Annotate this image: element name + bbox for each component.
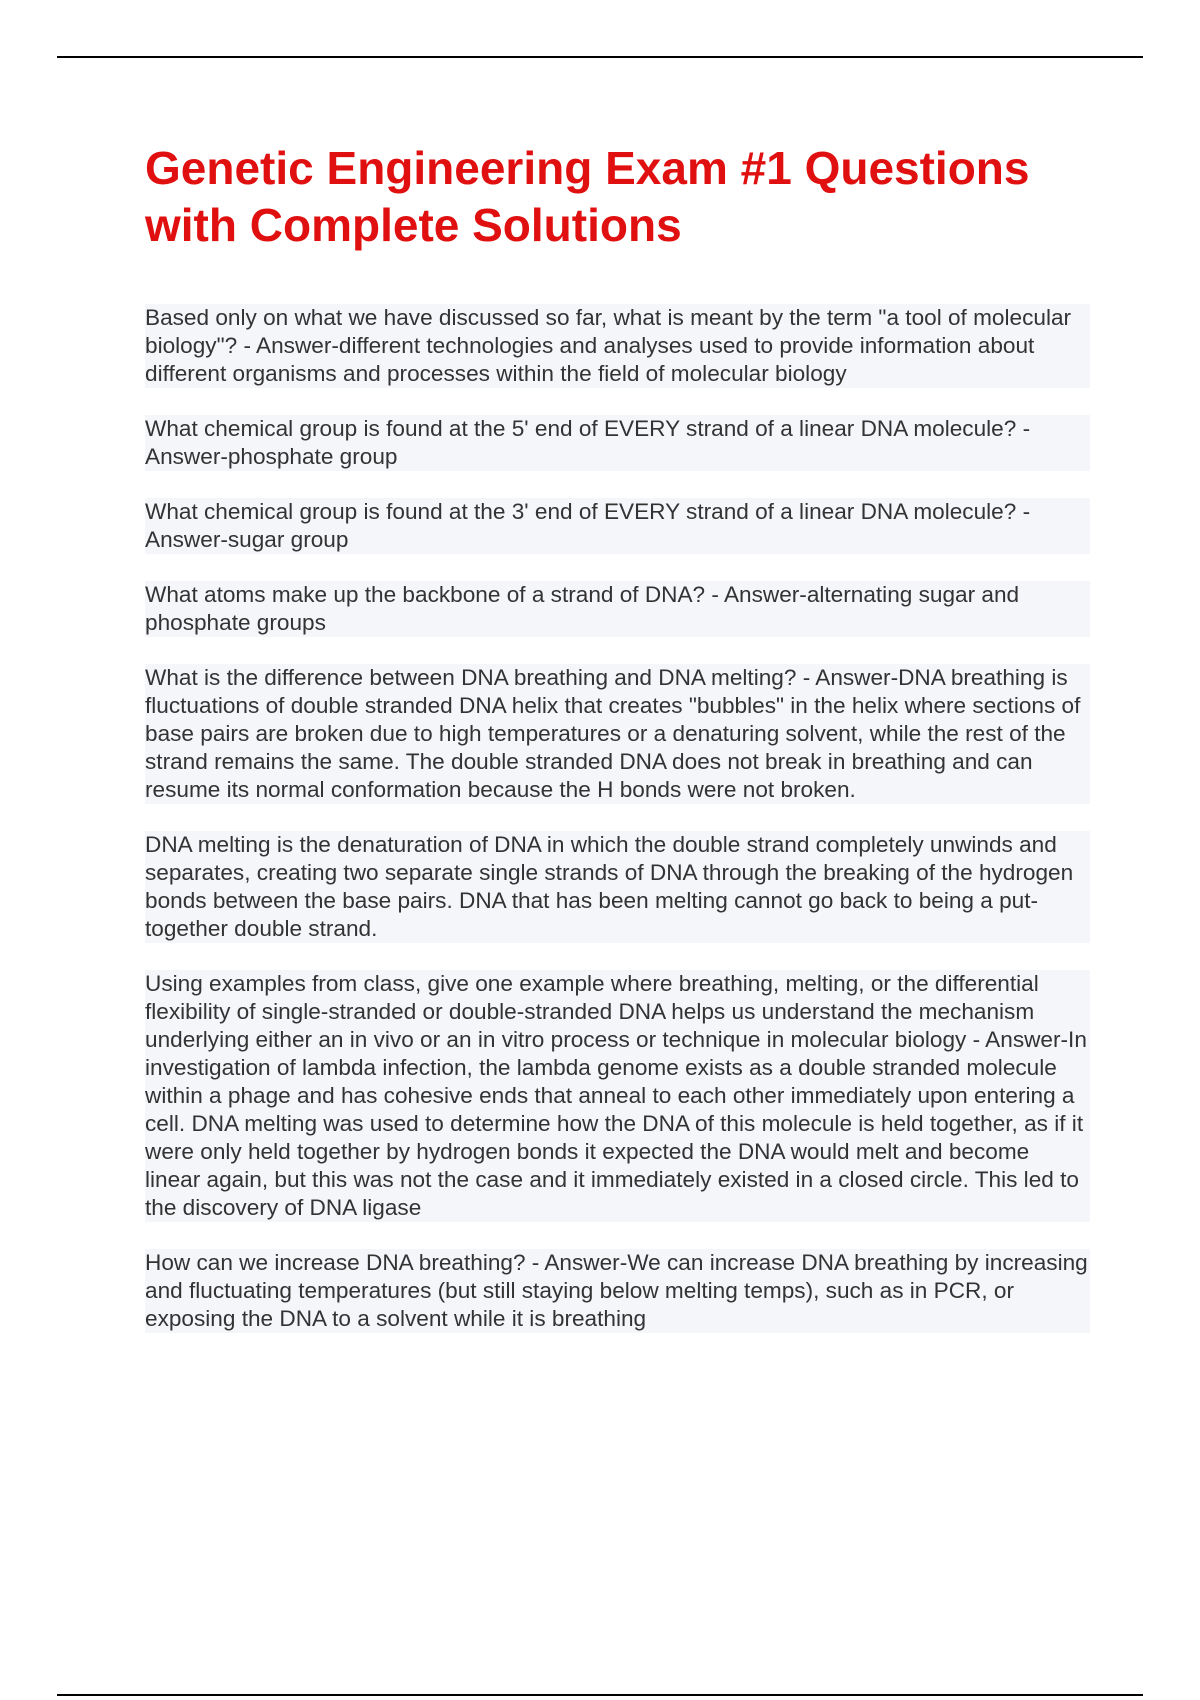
qa-paragraph-dna-melting: DNA melting is the denaturation of DNA in which the double strand completely unwinds and separates, creating two separate single strands of DNA through the breaking of the hydrogen bonds between the base pairs. DNA that has been melting cannot go back to being a put-together double strand.	[145, 831, 1090, 943]
qa-paragraph-tool-of-molecular-biology: Based only on what we have discussed so far, what is meant by the term "a tool of molecular biology"? - Answer-different technologies and analyses used to provide information about different organisms and processes within the field of molecular biology	[145, 304, 1090, 388]
document-title: Genetic Engineering Exam #1 Questions with Complete Solutions	[145, 142, 1030, 251]
bottom-rule	[57, 1694, 1143, 1696]
qa-paragraph-backbone-atoms: What atoms make up the backbone of a strand of DNA? - Answer-alternating sugar and phosphate groups	[145, 581, 1090, 637]
top-rule	[57, 56, 1143, 58]
qa-list	[145, 304, 1090, 1333]
qa-paragraph-breathing-vs-melting: What is the difference between DNA breathing and DNA melting? - Answer-DNA breathing is fluctuations of double stranded DNA helix that creates "bubbles" in the helix where sections of base pairs are broken due to high temperatures or a denaturing solvent, while the rest of the strand remains the same. The double stranded DNA does not break in breathing and can resume its normal conformation because the H bonds were not broken.	[145, 664, 1090, 804]
qa-paragraph-3-prime-end: What chemical group is found at the 3' end of EVERY strand of a linear DNA molecule? - Answer-sugar group	[145, 498, 1090, 554]
document-content	[145, 140, 1090, 1360]
qa-paragraph-increase-breathing: How can we increase DNA breathing? - Answer-We can increase DNA breathing by increasing and fluctuating temperatures (but still staying below melting temps), such as in PCR, or exposing the DNA to a solvent while it is breathing	[145, 1249, 1090, 1333]
qa-paragraph-5-prime-end: What chemical group is found at the 5' end of EVERY strand of a linear DNA molecule? - Answer-phosphate group	[145, 415, 1090, 471]
qa-paragraph-class-example: Using examples from class, give one example where breathing, melting, or the differential flexibility of single-stranded or double-stranded DNA helps us understand the mechanism underlying either an in vivo or an in vitro process or technique in molecular biology - Answer-In investigation of lambda infection, the lambda genome exists as a double stranded molecule within a phage and has cohesive ends that anneal to each other immediately upon entering a cell. DNA melting was used to determine how the DNA of this molecule is held together, as if it were only held together by hydrogen bonds it expected the DNA would melt and become linear again, but this was not the case and it immediately existed in a closed circle. This led to the discovery of DNA ligase	[145, 970, 1090, 1222]
